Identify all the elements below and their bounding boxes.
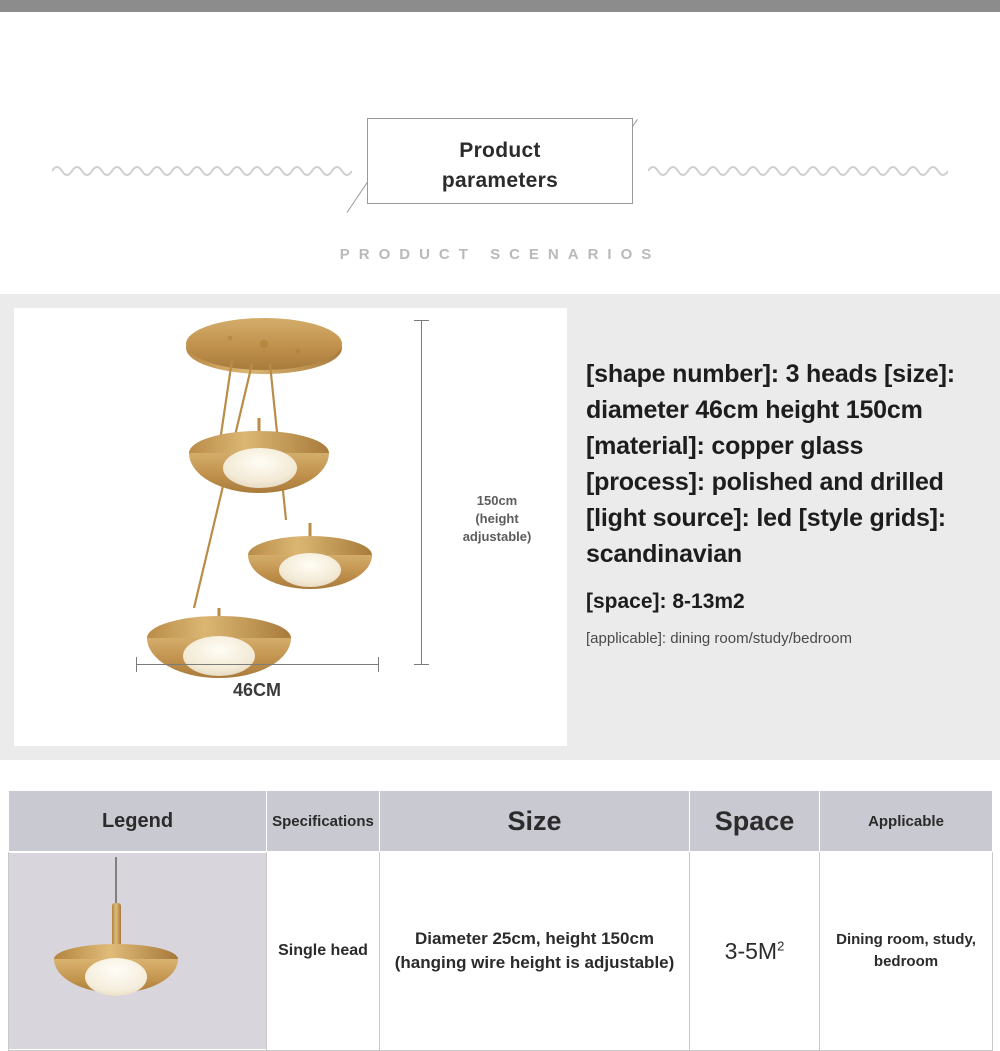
- wave-right-icon: [648, 162, 948, 180]
- scenarios-subtitle: PRODUCT SCENARIOS: [339, 246, 661, 263]
- table-header-specifications: Specifications: [267, 791, 380, 852]
- wave-left-icon: [52, 162, 352, 180]
- width-dimension-cap-left: [136, 657, 137, 672]
- page-title-line2: parameters: [441, 169, 559, 192]
- table-cell-legend-photo: [9, 852, 267, 1051]
- height-dimension-label: [437, 492, 557, 546]
- table-cell-space: [690, 852, 820, 1051]
- single-head-pendant-lamp-illustration: [9, 853, 266, 1049]
- single-head-lamp-photo: [9, 853, 266, 1049]
- specification-column: [586, 356, 986, 647]
- table-row: [9, 852, 993, 1051]
- top-decoration-bar: [0, 0, 1000, 12]
- table-cell-size: Diameter 25cm, height 150cm (hanging wire height is adjustable): [380, 852, 690, 1051]
- height-dimension-cap-bottom: [414, 664, 429, 665]
- table-cell-specifications: Single head: [267, 852, 380, 1051]
- table-header-size: Size: [380, 791, 690, 852]
- table-header-legend: Legend: [9, 791, 267, 852]
- height-dimension-cap-top: [414, 320, 429, 321]
- specification-applicable-text: [applicable]: dining room/study/bedroom: [586, 630, 852, 647]
- specs-table-wrapper: [0, 790, 1000, 1050]
- width-dimension-label: 46CM: [232, 680, 281, 700]
- specification-main-text: [shape number]: 3 heads [size]: diameter 46cm height 150cm [material]: copper glass [process]: polished and drilled [light source]: led [style grids]: scandinavian: [586, 360, 955, 568]
- table-header-applicable: Applicable: [820, 791, 993, 852]
- page-header: [0, 12, 1000, 292]
- table-cell-applicable: Dining room, study, bedroom: [820, 852, 993, 1051]
- specification-space-text: [space]: 8-13m2: [586, 590, 745, 613]
- table-cell-space-value: 3-5M: [724, 937, 778, 964]
- specs-table: [8, 790, 993, 1051]
- width-dimension-line: [136, 664, 378, 665]
- width-dimension-cap-right: [378, 657, 379, 672]
- page-title-line1: Product: [459, 139, 541, 162]
- height-note-2: adjustable): [462, 529, 532, 544]
- table-header-row: [9, 791, 993, 852]
- height-note-1: (height: [475, 511, 519, 526]
- height-dimension-line: [421, 320, 422, 664]
- height-value: 150cm: [476, 493, 518, 508]
- table-header-space: Space: [690, 791, 820, 852]
- table-cell-space-superscript: 2: [777, 937, 785, 953]
- page-title: [367, 136, 633, 196]
